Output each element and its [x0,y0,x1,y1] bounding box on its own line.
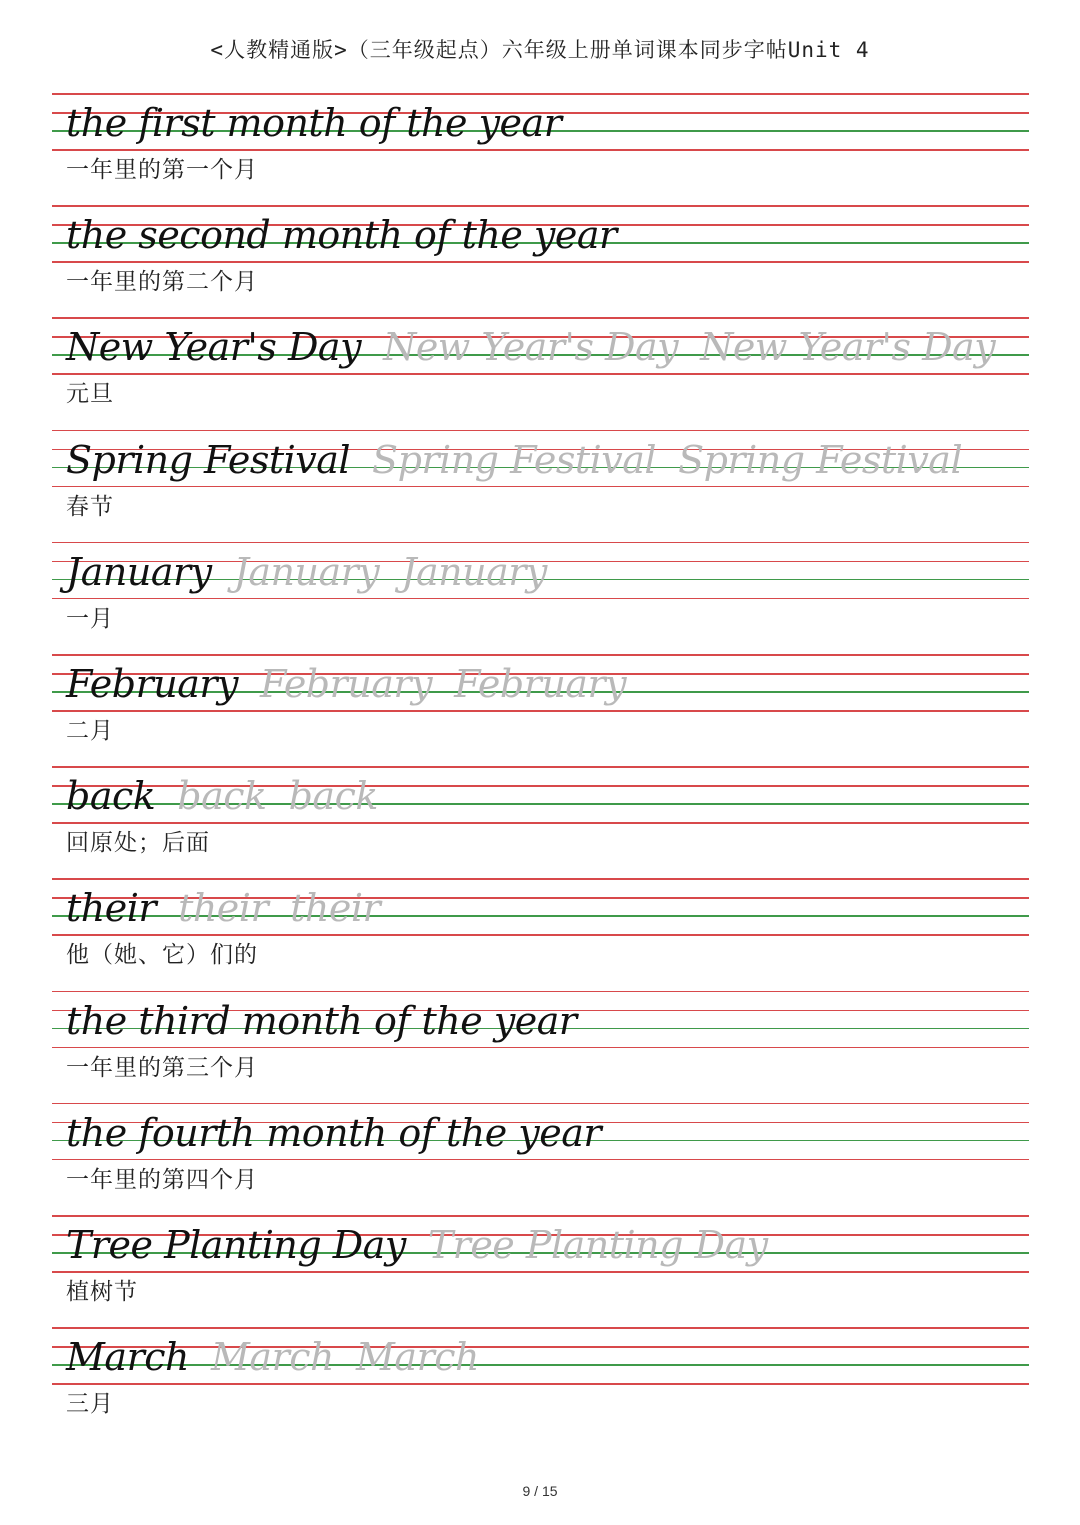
word-row [66,1329,479,1389]
chinese-meaning: 一年里的第二个月 [66,269,258,296]
chinese-meaning: 元旦 [66,381,114,408]
word-entry [52,1103,1029,1215]
trace-word: back [288,774,378,819]
chinese-meaning: 回原处；后面 [66,830,210,857]
trace-word: March [356,1335,479,1380]
word-entry [52,1215,1029,1327]
word-entry [52,991,1029,1103]
word-row [66,880,380,940]
chinese-meaning: 他（她、它）们的 [66,942,258,969]
chinese-meaning: 一年里的第一个月 [66,157,258,183]
word-row [66,207,617,267]
word-entry [52,205,1029,317]
english-word: Spring Festival [66,437,351,482]
word-row [66,432,962,492]
english-word: February [66,662,239,706]
chinese-meaning: 一月 [66,605,114,632]
trace-word: Spring Festival [372,437,657,482]
word-entry [52,542,1029,654]
english-word: March [66,1335,189,1380]
word-entry [52,93,1029,205]
chinese-meaning: 三月 [66,1391,114,1418]
trace-word: January [233,549,380,594]
trace-word: Spring Festival [678,437,963,482]
english-word: their [66,886,157,931]
trace-word: January [401,549,547,594]
word-row [66,319,995,379]
word-entry [52,766,1029,878]
chinese-meaning: 春节 [66,493,114,520]
word-entry [52,430,1029,542]
word-row [66,1217,768,1277]
trace-word: back [177,774,267,819]
english-word: the third month of the year [66,998,577,1043]
word-row [66,993,577,1053]
word-row [66,544,547,604]
chinese-meaning: 一年里的第三个月 [66,1054,258,1081]
english-word: the fourth month of the year [66,1110,602,1155]
english-word: New Year's Day [66,325,362,370]
trace-word: March [211,1335,334,1380]
word-entry [52,317,1029,429]
english-word: the first month of the year [66,101,562,145]
word-row [66,1105,601,1165]
page-number: 9 / 15 [522,1483,558,1499]
word-row [66,95,561,155]
word-row [66,768,378,828]
word-entry [52,1327,1029,1439]
trace-word: February [454,662,627,706]
page-header-title: <人教精通版>（三年级起点）六年级上册单词课本同步字帖Unit 4 [210,38,870,62]
chinese-meaning: 一年里的第四个月 [66,1166,258,1193]
trace-word: their [178,886,269,931]
english-word: back [66,774,156,819]
chinese-meaning: 二月 [66,718,114,744]
word-row [66,656,626,716]
english-word: Tree Planting Day [66,1223,406,1267]
word-entry [52,878,1029,990]
trace-word: New Year's Day [383,325,679,370]
chinese-meaning: 植树节 [66,1279,138,1305]
english-word: January [66,549,212,594]
trace-word: February [260,662,433,706]
trace-word: New Year's Day [700,325,996,370]
trace-word: Tree Planting Day [427,1223,768,1267]
word-entry [52,654,1029,766]
english-word: the second month of the year [66,213,617,258]
trace-word: their [290,886,381,931]
